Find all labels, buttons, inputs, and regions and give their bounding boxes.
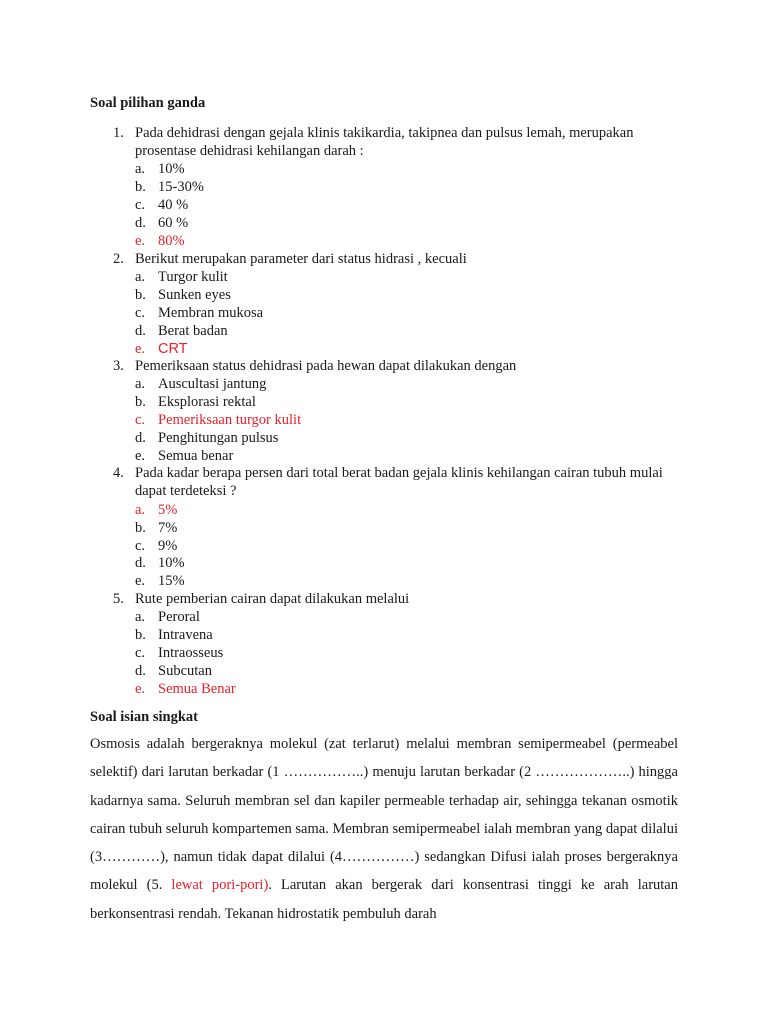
question-number: 1.	[113, 125, 124, 141]
question-text: Berikut merupakan parameter dari status hidrasi , kecuali	[135, 251, 467, 267]
question-text: Rute pemberian cairan dapat dilakukan melalui	[135, 591, 410, 607]
option-text: Subcutan	[158, 663, 212, 679]
question-1	[113, 124, 673, 160]
option-5a: a. Peroral	[135, 609, 200, 625]
option-3a: a. Auscultasi jantung	[135, 376, 267, 392]
question-2	[113, 250, 673, 268]
option-text: Semua benar	[158, 448, 234, 464]
option-text: 9%	[158, 538, 178, 554]
option-text: 10%	[158, 555, 185, 571]
question-text: Pemeriksaan status dehidrasi pada hewan dapat dilakukan dengan	[135, 358, 517, 374]
paragraph-text: Osmosis adalah bergeraknya molekul (zat terlarut) melalui membran semipermeabel (permeabel selektif) dari larutan berkadar (1 ……………..) menuju larutan berkadar (2 ………………..) hingga kadarnya sama. Seluruh membran sel dan kapiler permeable terhadap air, sehingga tekanan osmotik cairan tubuh seluruh kompartemen sama. Membran semipermeabel ialah membran yang dapat dilalui (3…………), namun tidak dapat dilalui (4……………) sedangkan Difusi ialah proses bergeraknya molekul (5.	[90, 736, 678, 894]
option-text: 5%	[158, 502, 178, 518]
question-text: Pada dehidrasi dengan gejala klinis takikardia, takipnea dan pulsus lemah, merupakan prosentase dehidrasi kehilangan darah :	[135, 125, 634, 159]
option-5c: c. Intraosseus	[135, 645, 224, 661]
option-2a: a. Turgor kulit	[135, 269, 228, 285]
option-text: Pemeriksaan turgor kulit	[158, 412, 302, 428]
option-text: Eksplorasi rektal	[158, 394, 256, 410]
option-4c: c. 9%	[135, 538, 178, 554]
option-text: 60 %	[158, 215, 189, 231]
option-5d: d. Subcutan	[135, 663, 212, 679]
option-2d: d. Berat badan	[135, 323, 228, 339]
option-text: 80%	[158, 233, 185, 249]
option-2e-answer: e. CRT	[135, 341, 188, 357]
option-text: 15%	[158, 573, 185, 589]
option-5b: b. Intravena	[135, 627, 213, 643]
option-5e-answer: e. Semua Benar	[135, 681, 236, 697]
option-text: Membran mukosa	[158, 305, 264, 321]
option-3e: e. Semua benar	[135, 448, 234, 464]
question-5	[113, 590, 673, 608]
option-text: Berat badan	[158, 323, 228, 339]
paragraph-answer: lewat pori-pori)	[171, 877, 269, 894]
option-4d: d. 10%	[135, 555, 185, 571]
option-text: Sunken eyes	[158, 287, 231, 303]
option-text: Intraosseus	[158, 645, 224, 661]
option-4e: e. 15%	[135, 573, 185, 589]
question-number: 4.	[113, 465, 124, 481]
option-1e-answer: e. 80%	[135, 233, 185, 249]
option-3b: b. Eksplorasi rektal	[135, 394, 256, 410]
option-text: Semua Benar	[158, 681, 236, 697]
question-4	[113, 464, 673, 500]
option-text: Intravena	[158, 627, 213, 643]
option-2b: b. Sunken eyes	[135, 287, 231, 303]
option-2c: c. Membran mukosa	[135, 305, 264, 321]
question-text: Pada kadar berapa persen dari total berat badan gejala klinis kehilangan cairan tubuh mulai dapat terdeteksi ?	[135, 465, 663, 499]
option-1d: d. 60 %	[135, 215, 189, 231]
option-text: Auscultasi jantung	[158, 376, 267, 392]
option-1b: b. 15-30%	[135, 179, 204, 195]
option-text: Peroral	[158, 609, 200, 625]
question-3	[113, 357, 673, 375]
option-text: 40 %	[158, 197, 189, 213]
option-text: Turgor kulit	[158, 269, 228, 285]
short-answer-paragraph	[90, 730, 678, 928]
option-text: Penghitungan pulsus	[158, 430, 279, 446]
option-text: 15-30%	[158, 179, 204, 195]
option-4a-answer: a. 5%	[135, 502, 178, 518]
option-4b: b. 7%	[135, 520, 178, 536]
question-number: 5.	[113, 591, 124, 607]
section-title-short-answer: Soal isian singkat	[90, 709, 198, 725]
question-number: 3.	[113, 358, 124, 374]
question-number: 2.	[113, 251, 124, 267]
section-title-multiple-choice: Soal pilihan ganda	[90, 95, 206, 111]
option-1c: c. 40 %	[135, 197, 189, 213]
option-text: CRT	[158, 341, 188, 357]
option-text: 7%	[158, 520, 178, 536]
option-3d: d. Penghitungan pulsus	[135, 430, 279, 446]
option-text: 10%	[158, 161, 185, 177]
paragraph-text-continued: . Larutan akan bergerak dari konsentrasi tinggi ke arah larutan berkonsentrasi rendah. Tekanan hidrostatik pembuluh darah	[90, 877, 678, 922]
option-1a: a. 10%	[135, 161, 185, 177]
option-3c-answer: c. Pemeriksaan turgor kulit	[135, 412, 302, 428]
